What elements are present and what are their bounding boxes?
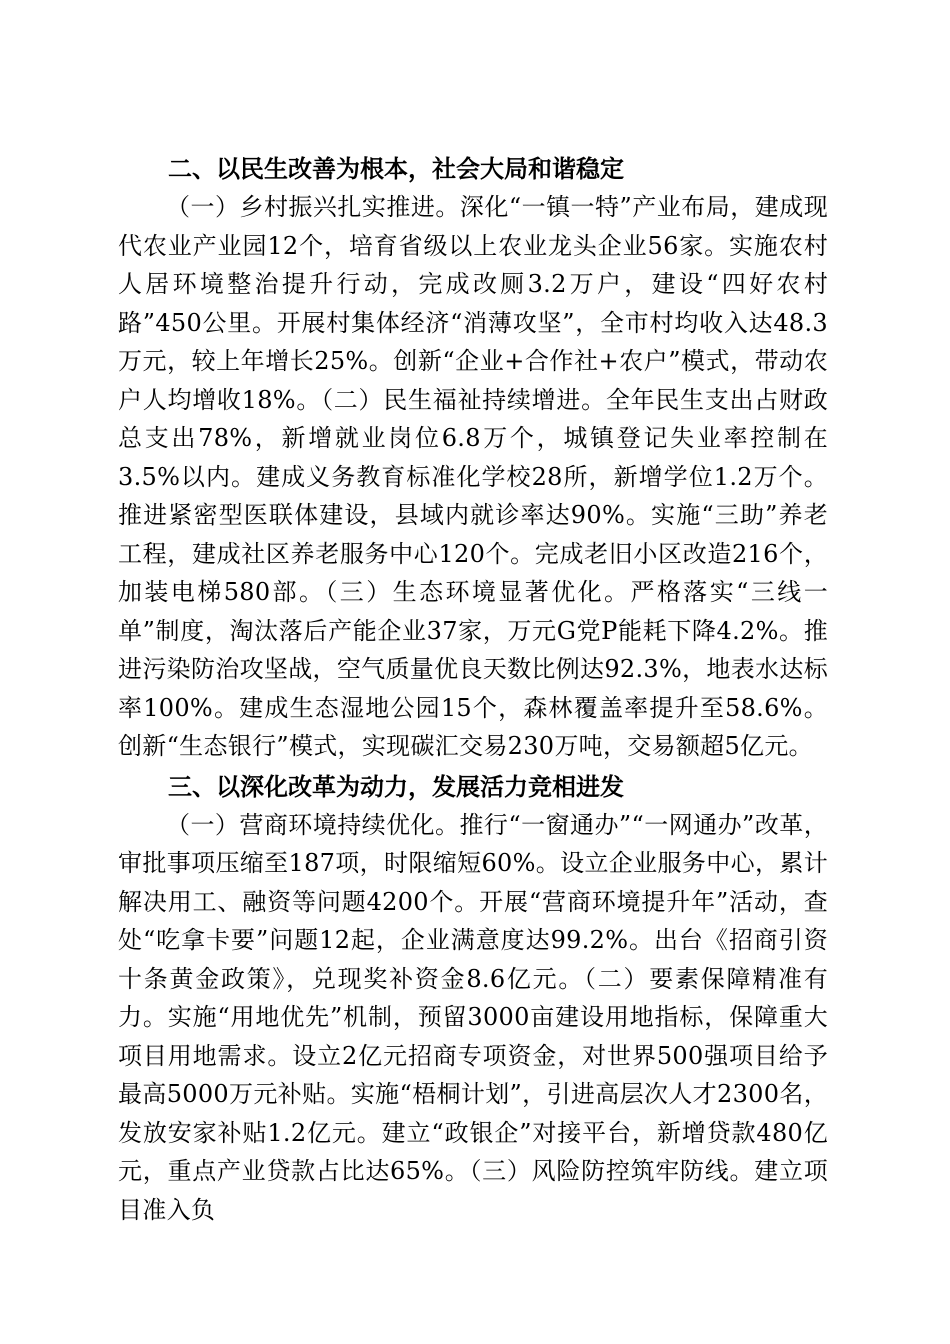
- section-paragraph-reform: （一）营商环境持续优化。推行“一窗通办”“一网通办”改革，审批事项压缩至187项，时限缩短60%。设立企业服务中心，累计解决用工、融资等问题4200个。开展“营商环境提升年”活动，查处“吃拿卡要”问题12起，企业满意度达99.2%。出台《招商引资十条黄金政策》，兑现奖补资金8.6亿元。（二）要素保障精准有力。实施“用地优先”机制，预留3000亩建设用地指标，保障重大项目用地需求。设立2亿元招商专项资金，对世界500强项目给予最高5000万元补贴。实施“梧桐计划”，引进高层次人才2300名，发放安家补贴1.2亿元。建立“政银企”对接平台，新增贷款480亿元，重点产业贷款占比达65%。（三）风险防控筑牢防线。建立项目准入负: [118, 810, 828, 1224]
- section-paragraph-livelihood: （一）乡村振兴扎实推进。深化“一镇一特”产业布局，建成现代农业产业园12个，培育省级以上农业龙头企业56家。实施农村人居环境整治提升行动，完成改厕3.2万户，建设“四好农村路”450公里。开展村集体经济“消薄攻坚”，全市村均收入达48.3万元，较上年增长25%。创新“企业+合作社+农户”模式，带动农户人均增收18%。（二）民生福祉持续增进。全年民生支出占财政总支出78%，新增就业岗位6.8万个，城镇登记失业率控制在3.5%以内。建成义务教育标准化学校28所，新增学位1.2万个。推进紧密型医联体建设，县域内就诊率达90%。实施“三助”养老工程，建成社区养老服务中心120个。完成老旧小区改造216个，加装电梯580部。（三）生态环境显著优化。严格落实“三线一单”制度，淘汰落后产能企业37家，万元G党P能耗下降4.2%。推进污染防治攻坚战，空气质量优良天数比例达92.3%，地表水达标率100%。建成生态湿地公园15个，森林覆盖率提升至58.6%。创新“生态银行”模式，实现碳汇交易230万吨，交易额超5亿元。: [118, 193, 828, 760]
- section-heading-livelihood: 二、以民生改善为根本，社会大局和谐稳定: [168, 155, 624, 183]
- section-heading-reform: 三、以深化改革为动力，发展活力竞相进发: [168, 772, 624, 801]
- document-body: [118, 150, 828, 1229]
